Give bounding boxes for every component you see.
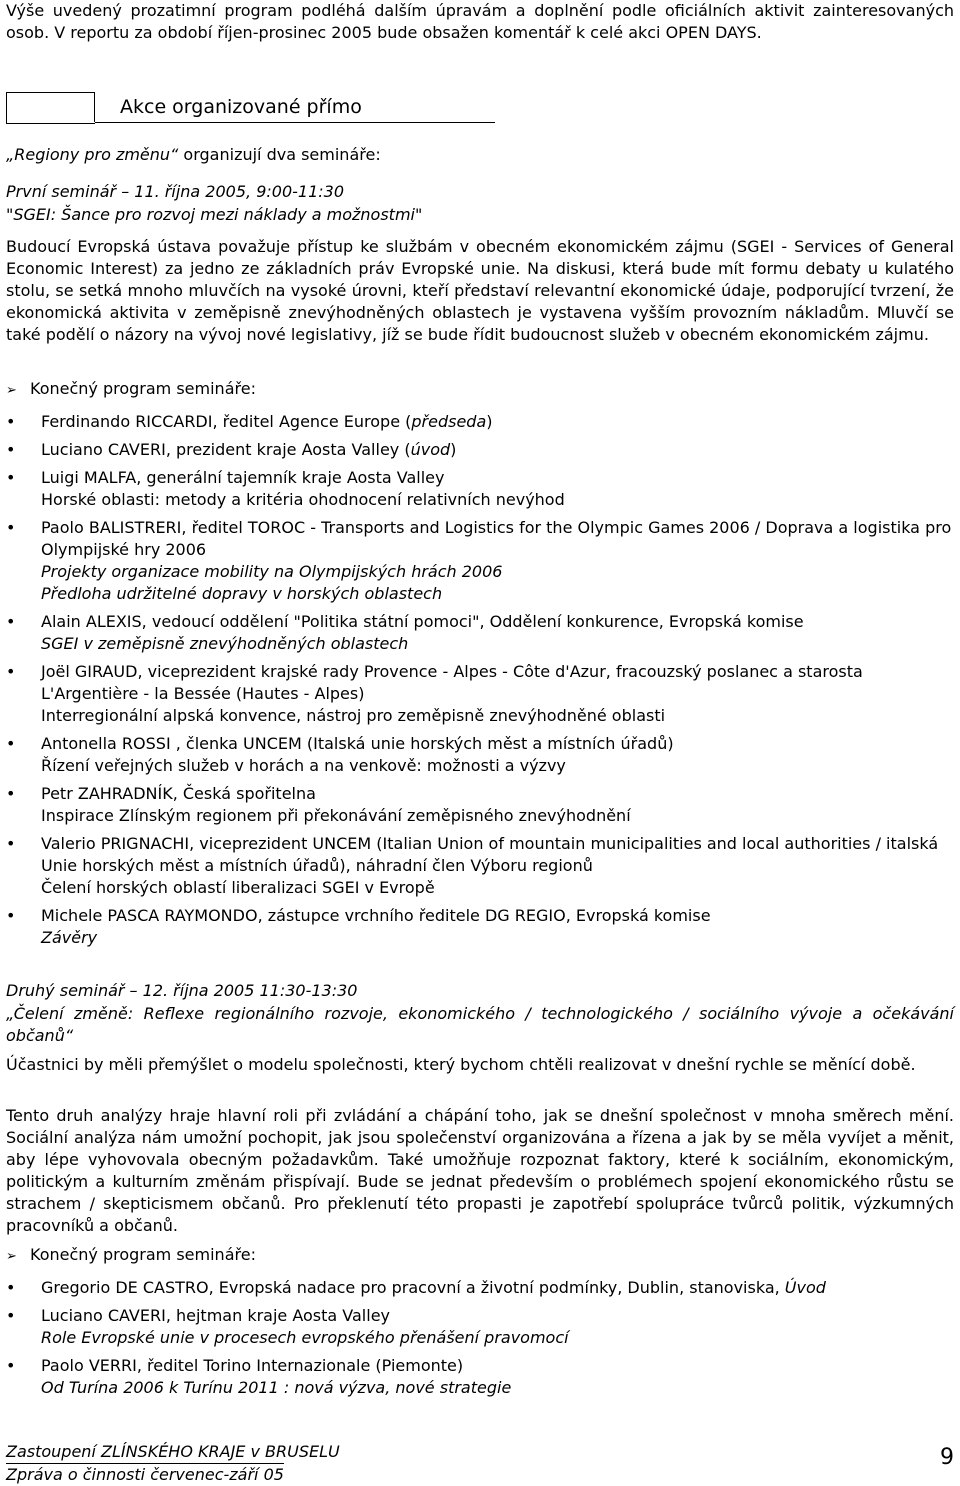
list-item: • Joël GIRAUD, viceprezident krajské rady Provence - Alpes - Côte d'Azur, fracouzský poslanec a starosta L'Argentière - la Bessée (Hautes - Alpes) Interregionální alpská konvence, nástroj pro zeměpisně znevýhodněné oblasti <box>6 662 863 725</box>
footer-line-2: Zpráva o činnosti červenec-září 05 <box>6 1465 284 1484</box>
section-underline <box>95 122 495 123</box>
list-item: • Antonella ROSSI , členka UNCEM (Italská unie horských měst a místních úřadů) Řízení veřejných služeb v horách a na venkově: možnosti a výzvy <box>6 734 674 775</box>
intro-paragraph: Výše uvedený prozatimní program podléhá dalším úpravám a doplnění podle oficiálních aktivit zainteresovaných osob. V reportu za období říjen-prosinec 2005 bude obsažen komentář k celé akci OPEN DAYS. <box>6 1 954 42</box>
list-item: • Valerio PRIGNACHI, viceprezident UNCEM (Italian Union of mountain municipalities and local authorities / italská Unie horských měst a místních úřadů), náhradní člen Výboru regionů Čelení horských oblastí liberalizaci SGEI v Evropě <box>6 834 939 897</box>
seminar1-program-list <box>6 411 960 955</box>
seminar1-body: Budoucí Evropská ústava považuje přístup ke službám v obecném ekonomickém zájmu (SGEI - Services of General Economic Interest) za jedno ze základních práv Evropské unie. Na diskusi, která bude mít formu debaty u kulatého stolu, se setká mnoho mluvčích na vysoké úrovni, kteří představí relevantní ekonomické údaje, podporující tvrzení, že ekonomická aktivita v zeměpisně znevýhodněných oblastech je vystavena vyšším provozním nákladům. Mluvčí se také podělí o názory na vývoj nové legislativy, jíž se bude řídit budoucnost služeb v obecném ekonomickém zájmu. <box>6 237 954 344</box>
subtitle-italic: „Regiony pro změnu“ <box>6 145 179 164</box>
seminar1-program-heading: ➢ Konečný program semináře: <box>6 378 256 402</box>
seminar1-title: "SGEI: Šance pro rozvoj mezi náklady a možnostmi" <box>6 205 423 224</box>
list-item: • Luciano CAVERI, prezident kraje Aosta Valley (úvod) <box>6 440 457 459</box>
seminar2-title: „Čelení změně: Reflexe regionálního rozvoje, ekonomického / technologického / sociálního vývoje a očekávání občanů“ <box>6 1004 954 1045</box>
subtitle-rest: organizují dva semináře: <box>178 145 381 164</box>
bullet-icon: • <box>6 662 16 681</box>
list-item: • Paolo VERRI, ředitel Torino Internazionale (Piemonte) Od Turína 2006 k Turínu 2011 : nová výzva, nové strategie <box>6 1356 512 1397</box>
seminar2-program-list <box>6 1277 960 1405</box>
subtitle <box>6 144 381 166</box>
bullet-icon: • <box>6 834 16 853</box>
bullet-icon: • <box>6 784 16 803</box>
page-footer <box>6 1441 954 1483</box>
seminar2-paragraph-1: Účastnici by měli přemýšlet o modelu společnosti, který bychom chtěli realizovat v dnešní rychle se měnící době. <box>6 1055 916 1074</box>
bullet-icon: • <box>6 518 16 537</box>
bullet-icon: • <box>6 1356 16 1375</box>
arrow-bullet-icon: ➢ <box>6 383 17 398</box>
arrow-bullet-icon: ➢ <box>6 1249 17 1264</box>
seminar2-date: Druhý seminář – 12. října 2005 11:30-13:30 <box>6 981 358 1000</box>
bullet-icon: • <box>6 906 16 925</box>
bullet-icon: • <box>6 440 16 459</box>
page-number: 9 <box>940 1445 954 1470</box>
bullet-icon: • <box>6 1278 16 1297</box>
section-header-box <box>6 92 95 124</box>
list-item: • Luciano CAVERI, hejtman kraje Aosta Valley Role Evropské unie v procesech evropského přenášení pravomocí <box>6 1306 569 1347</box>
bullet-icon: • <box>6 412 16 431</box>
list-item: • Michele PASCA RAYMONDO, zástupce vrchního ředitele DG REGIO, Evropská komise Závěry <box>6 906 711 947</box>
list-item: • Luigi MALFA, generální tajemník kraje Aosta Valley Horské oblasti: metody a kritéria ohodnocení relativních nevýhod <box>6 468 565 509</box>
list-item: • Ferdinando RICCARDI, ředitel Agence Europe (předseda) <box>6 412 493 431</box>
list-item: • Gregorio DE CASTRO, Evropská nadace pro pracovní a životní podmínky, Dublin, stanoviska, Úvod <box>6 1278 826 1297</box>
section-header <box>6 92 496 124</box>
section-title: Akce organizované přímo <box>120 96 362 118</box>
footer-line-1: Zastoupení ZLÍNSKÉHO KRAJE v BRUSELU <box>6 1442 340 1461</box>
bullet-icon: • <box>6 612 16 631</box>
bullet-icon: • <box>6 1306 16 1325</box>
list-item: • Petr ZAHRADNÍK, Česká spořitelna Inspirace Zlínským regionem při překonávání zeměpisného znevýhodnění <box>6 784 631 825</box>
list-item: • Alain ALEXIS, vedoucí oddělení "Politika státní pomoci", Oddělení konkurence, Evropská komise SGEI v zeměpisně znevýhodněných oblastech <box>6 612 804 653</box>
bullet-icon: • <box>6 734 16 753</box>
list-item: • Paolo BALISTRERI, ředitel TOROC - Transports and Logistics for the Olympic Games 2006 / Doprava a logistika pro Olympijské hry 2006 Projekty organizace mobility na Olympijských hrách 2006 Předloha udržitelné dopravy v horských oblastech <box>6 518 952 603</box>
bullet-icon: • <box>6 468 16 487</box>
seminar2-program-heading: ➢ Konečný program semináře: <box>6 1244 256 1268</box>
seminar2-paragraph-2: Tento druh analýzy hraje hlavní roli při zvládání a chápání toho, jak se dnešní společnost v mnoha směrech mění. Sociální analýza nám umožní pochopit, jak jsou společenství organizována a řízena a jak by se měla vyvíjet a měnit, aby lépe vyhovovala obecným požadavkům. Také umožňuje rozpoznat faktory, které k sociálním, ekonomickým, politickým a kulturním změnám přispívají. Bude se jednat především o problémech spojení ekonomického růstu se strachem / skepticismem občanů. Pro překlenutí této propasti je zapotřebí spolupráce tvůrců politik, výzkumných pracovníků a občanů. <box>6 1106 954 1235</box>
seminar1-date: První seminář – 11. října 2005, 9:00-11:30 <box>6 182 345 201</box>
